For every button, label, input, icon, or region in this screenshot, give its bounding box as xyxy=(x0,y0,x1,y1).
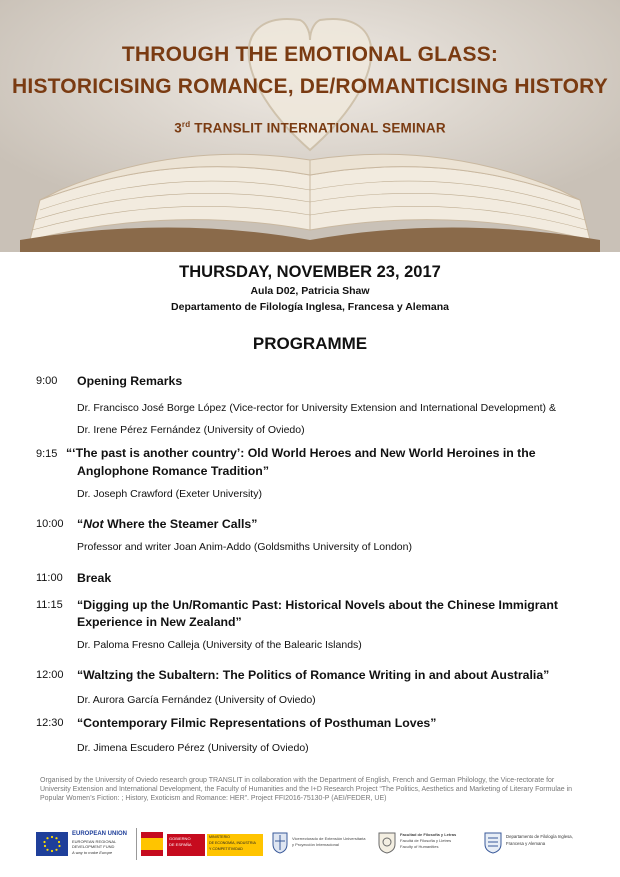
session-title: “‘The past is another country’: Old World Heroes and New World Heroines in the xyxy=(66,446,536,460)
eu-line2: DEVELOPMENT FUND xyxy=(72,844,115,849)
title-emphasis: Not xyxy=(83,517,104,531)
session-title-cont: Anglophone Romance Tradition” xyxy=(77,464,269,478)
vice-line2: y Proyección Internacional xyxy=(292,842,339,847)
seminar-ordinal: rd xyxy=(181,120,191,129)
department-logo xyxy=(484,828,596,860)
session-time: 10:00 xyxy=(36,518,64,530)
event-department: Departamento de Filología Inglesa, Francesa y Alemana xyxy=(171,301,449,313)
title-open-quote: “ xyxy=(77,517,84,531)
session-title: Break xyxy=(77,571,112,585)
min-line1: MINISTERIO xyxy=(209,835,230,839)
title-rest: Where the Steamer Calls” xyxy=(103,517,258,531)
faculty-crest-icon xyxy=(378,832,396,854)
session-time: 11:15 xyxy=(36,599,63,611)
event-date: THURSDAY, NOVEMBER 23, 2017 xyxy=(179,263,441,281)
dep-line1: Departamento de Filología Inglesa, xyxy=(506,834,573,839)
gov-line1: GOBIERNO xyxy=(169,836,191,841)
session-time: 12:30 xyxy=(36,717,64,729)
title-line-2: HISTORICISING ROMANCE, DE/ROMANTICISING HISTORY xyxy=(12,75,608,98)
session-speaker: Dr. Jimena Escudero Pérez (University of Oviedo) xyxy=(77,742,309,754)
session-title: Opening Remarks xyxy=(77,374,183,388)
organisers-note: Organised by the University of Oviedo research group TRANSLIT in collaboration with the Department of English, French and German Philology, the Vice-rectorate for University Extension and International Development, the Faculty of Humanities and the I+D Research Project “The Politics, Aesthetics and Marketing of Literary Formulae in Popular Women’s Fiction: ; History, Exoticism and Romance: HER”. Project FFI2016-75130-P (AEI/FEDER, UE) xyxy=(40,777,573,802)
min-line2: DE ECONOMÍA, INDUSTRIA xyxy=(209,841,256,845)
sponsor-logos xyxy=(36,828,596,862)
programme-heading: PROGRAMME xyxy=(252,334,368,353)
spain-coat-of-arms-icon xyxy=(141,832,163,856)
session-title: “Digging up the Un/Romantic Past: Historical Novels about the Chinese Immigrant xyxy=(77,598,559,612)
eu-logo xyxy=(36,828,136,860)
session-title xyxy=(77,516,257,533)
session-speaker: Dr. Aurora García Fernández (University of Oviedo) xyxy=(77,694,316,706)
title-line-1: THROUGH THE EMOTIONAL GLASS: xyxy=(121,43,499,66)
fac-line1: Facultad de Filosofía y Letras xyxy=(400,832,457,837)
university-crest-icon xyxy=(272,832,288,854)
session-speaker: Professor and writer Joan Anim-Addo (Goldsmiths University of London) xyxy=(77,541,412,553)
dep-line2: Francesa y Alemana xyxy=(506,841,546,846)
session-time: 9:15 xyxy=(36,448,58,460)
session-speaker: Dr. Paloma Fresno Calleja (University of the Balearic Islands) xyxy=(77,639,362,651)
session-speaker: Dr. Irene Pérez Fernández (University of Oviedo) xyxy=(77,424,305,436)
eu-title: EUROPEAN UNION xyxy=(72,831,128,837)
department-crest-icon xyxy=(484,832,502,854)
vice-line1: Vicerrectorado de Extensión Universitaria xyxy=(292,836,366,841)
eu-line3: A way to make Europe xyxy=(72,850,113,855)
fac-line2: Facultá de Filosofía y Lletres xyxy=(400,838,452,843)
fac-line3: Faculty of Humanities xyxy=(400,844,439,849)
session-time: 11:00 xyxy=(36,572,63,584)
session-time: 9:00 xyxy=(36,375,58,387)
session-title-cont: Experience in New Zealand” xyxy=(77,615,242,629)
event-room: Aula D02, Patricia Shaw xyxy=(250,285,370,297)
min-line3: Y COMPETITIVIDAD xyxy=(209,847,243,851)
session-title: “Waltzing the Subaltern: The Politics of Romance Writing in and about Australia” xyxy=(77,668,550,682)
session-speaker: Dr. Francisco José Borge López (Vice-rector for University Extension and International Development) & xyxy=(77,402,556,414)
eu-flag-icon xyxy=(36,832,68,856)
eu-line1: EUROPEAN REGIONAL xyxy=(72,839,117,844)
seminar-subtitle xyxy=(0,120,620,136)
government-logo xyxy=(136,828,271,860)
seminar-name: TRANSLIT INTERNATIONAL SEMINAR xyxy=(190,120,446,136)
session-speaker: Dr. Joseph Crawford (Exeter University) xyxy=(77,488,262,500)
session-time: 12:00 xyxy=(36,669,64,681)
seminar-number: 3 xyxy=(174,120,182,136)
faculty-logo xyxy=(378,828,478,860)
session-title: “Contemporary Filmic Representations of Posthuman Loves” xyxy=(77,716,437,730)
gov-line2: DE ESPAÑA xyxy=(169,842,192,847)
vicerrectorado-logo xyxy=(272,828,376,860)
